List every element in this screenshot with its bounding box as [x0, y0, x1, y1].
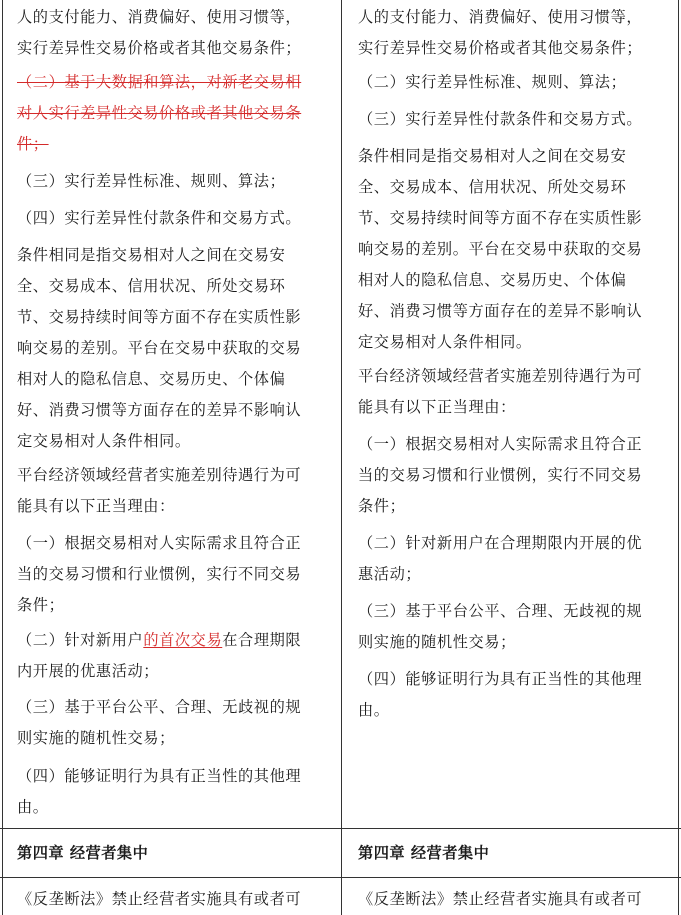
right-chapter-heading: 第四章 经营者集中 [358, 844, 490, 862]
left-condition-line-4: 响交易的差别。平台在交易中获取的交易 [17, 339, 302, 357]
right-law-line: 《反垄断法》禁止经营者实施具有或者可 [358, 890, 643, 908]
left-condition-line-2: 全、交易成本、信用状况、所处交易环 [17, 277, 286, 295]
right-condition-line-5: 相对人的隐私信息、交易历史、个体偏 [358, 271, 627, 289]
left-reason-1-line-2: 当的交易习惯和行业惯例，实行不同交易 [17, 565, 302, 583]
left-reason-3-line-1: （三）基于平台公平、合理、无歧视的规 [17, 698, 302, 716]
right-intro-line-2: 实行差异性交易价格或者其他交易条件； [358, 39, 643, 57]
left-reason-2-prefix: （二）针对新用户 [17, 631, 144, 649]
left-reason-1-line-3: 条件； [17, 596, 65, 614]
right-reason-4-line-1: （四）能够证明行为具有正当性的其他理 [358, 670, 643, 688]
left-reason-4-line-1: （四）能够证明行为具有正当性的其他理 [17, 767, 302, 785]
left-condition-line-1: 条件相同是指交易相对人之间在交易安 [17, 246, 286, 264]
left-deleted-item-line-1: （二）基于大数据和算法，对新老交易相 [17, 73, 302, 91]
right-condition-line-4: 响交易的差别。平台在交易中获取的交易 [358, 240, 643, 258]
left-item-3: （三）实行差异性标准、规则、算法； [17, 172, 286, 190]
left-condition-line-3: 节、交易持续时间等方面不存在实质性影 [17, 308, 302, 326]
right-reason-2-line-1: （二）针对新用户在合理期限内开展的优 [358, 534, 643, 552]
left-reason-1-line-1: （一）根据交易相对人实际需求且符合正 [17, 534, 302, 552]
left-reason-4-line-2: 由。 [17, 798, 49, 816]
left-chapter-heading: 第四章 经营者集中 [17, 844, 149, 862]
right-condition-line-6: 好、消费习惯等方面存在的差异不影响认 [358, 302, 643, 320]
left-reason-2-suffix: 在合理期限 [222, 631, 302, 649]
left-reasons-intro-line-2: 能具有以下正当理由： [17, 497, 175, 515]
right-intro-line-1: 人的支付能力、消费偏好、使用习惯等， [358, 8, 643, 26]
right-reason-2-line-2: 惠活动； [358, 565, 422, 583]
left-deleted-item-line-3: 件； [17, 135, 49, 153]
left-law-line: 《反垄断法》禁止经营者实施具有或者可 [17, 890, 302, 908]
left-condition-line-7: 定交易相对人条件相同。 [17, 432, 191, 450]
right-condition-line-7: 定交易相对人条件相同。 [358, 333, 532, 351]
right-reasons-intro-line-2: 能具有以下正当理由： [358, 398, 516, 416]
row-divider-chapter-top [0, 828, 681, 829]
right-condition-line-3: 节、交易持续时间等方面不存在实质性影 [358, 209, 643, 227]
right-item-3: （三）实行差异性付款条件和交易方式。 [358, 110, 643, 128]
left-reason-2-line-2: 内开展的优惠活动； [17, 662, 160, 680]
table-border-left [2, 0, 3, 915]
left-deleted-item-line-2: 对人实行差异性交易价格或者其他交易条 [17, 104, 302, 122]
right-reason-1-line-2: 当的交易习惯和行业惯例，实行不同交易 [358, 466, 643, 484]
left-intro-line-1: 人的支付能力、消费偏好、使用习惯等， [17, 8, 302, 26]
right-item-2: （二）实行差异性标准、规则、算法； [358, 73, 627, 91]
left-reason-3-line-2: 则实施的随机性交易； [17, 729, 175, 747]
right-reason-1-line-3: 条件； [358, 497, 406, 515]
left-reason-2-line-1 [17, 625, 301, 656]
right-condition-line-2: 全、交易成本、信用状况、所处交易环 [358, 178, 627, 196]
right-reason-1-line-1: （一）根据交易相对人实际需求且符合正 [358, 435, 643, 453]
table-border-middle [341, 0, 342, 915]
left-intro-line-2: 实行差异性交易价格或者其他交易条件； [17, 39, 302, 57]
right-reason-4-line-2: 由。 [358, 701, 390, 719]
right-reasons-intro-line-1: 平台经济领域经营者实施差别待遇行为可 [358, 367, 643, 385]
left-reason-2-inserted-text: 的首次交易 [143, 631, 223, 649]
table-border-right [678, 0, 679, 915]
left-condition-line-6: 好、消费习惯等方面存在的差异不影响认 [17, 401, 302, 419]
left-item-4: （四）实行差异性付款条件和交易方式。 [17, 209, 302, 227]
right-reason-3-line-2: 则实施的随机性交易； [358, 633, 516, 651]
right-condition-line-1: 条件相同是指交易相对人之间在交易安 [358, 147, 627, 165]
left-reasons-intro-line-1: 平台经济领域经营者实施差别待遇行为可 [17, 466, 302, 484]
row-divider-chapter-bottom [0, 877, 681, 878]
right-reason-3-line-1: （三）基于平台公平、合理、无歧视的规 [358, 602, 643, 620]
left-condition-line-5: 相对人的隐私信息、交易历史、个体偏 [17, 370, 286, 388]
